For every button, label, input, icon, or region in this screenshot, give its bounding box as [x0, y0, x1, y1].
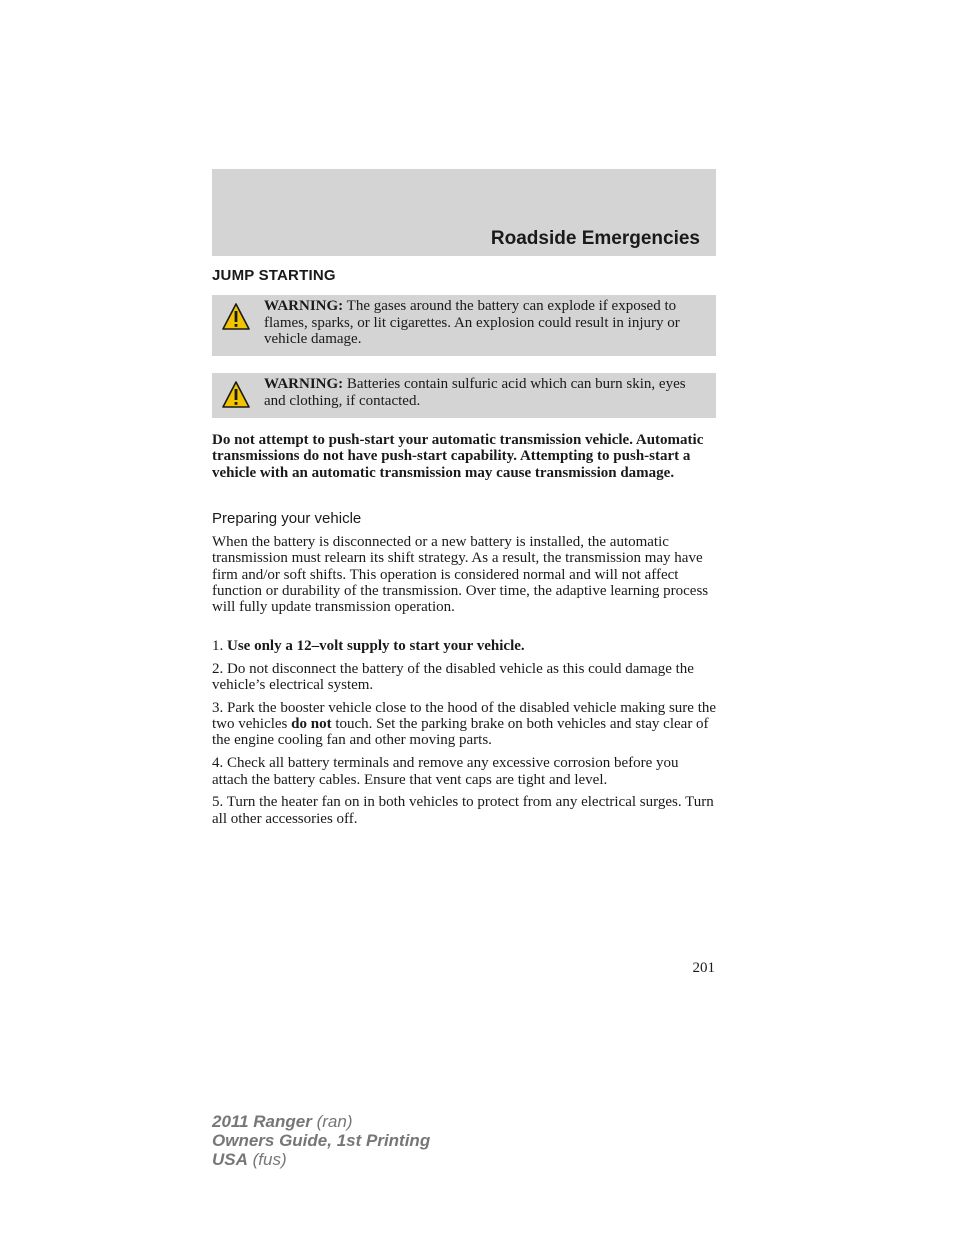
step-3-emphasis: do not [291, 716, 332, 733]
footer-market: USA [212, 1150, 248, 1169]
intro-paragraph: When the battery is disconnected or a new battery is installed, the automatic transmission must relearn its shift strategy. As a result, the transmission may have firm and/or soft shifts. This operation is considered normal and will not affect function or durability of the transmission. Over time, the adaptive learning process will fully update transmission operation. [212, 534, 709, 616]
step-5: 5. Turn the heater fan on in both vehicles to protect from any electrical surges. Turn all other accessories off. [212, 794, 714, 827]
step-3-text-post: touch. Set the parking brake on both vehicles and stay clear of the engine cooling fan and other moving parts. [212, 716, 709, 749]
warning-text: Batteries contain sulfuric acid which can burn skin, eyes and clothing, if contacted. [264, 376, 686, 409]
section-heading: JUMP STARTING [212, 267, 336, 284]
step-3 [212, 700, 718, 749]
step-2: 2. Do not disconnect the battery of the disabled vehicle as this could damage the vehicle’s electrical system. [212, 660, 694, 694]
warning-box-gases [212, 295, 716, 356]
chapter-title: Roadside Emergencies [490, 228, 700, 249]
step-1-number: 1. [212, 638, 224, 654]
steps-list [212, 638, 718, 833]
warning-text: The gases around the battery can explode if exposed to flames, sparks, or lit cigarettes. An explosion could result in injury or vehicle damage. [264, 298, 680, 347]
step-3-text-pre: 3. Park the booster vehicle close to the hood of the disabled vehicle making sure the two vehicles [212, 699, 717, 733]
warning-box-acid [212, 373, 716, 418]
warning-triangle-icon [222, 380, 250, 410]
chapter-header-band [212, 169, 716, 256]
footer-line-2: Owners Guide, 1st Printing [212, 1131, 431, 1150]
footer-line-1 [212, 1112, 430, 1131]
step-1 [212, 638, 718, 654]
warning-triangle-icon [222, 302, 250, 332]
push-start-notice: Do not attempt to push-start your automatic transmission vehicle. Automatic transmissions do not have push-start capability. Attempting to push-start a vehicle with an automatic transmission may cause transmission damage. [212, 432, 704, 481]
subsection-heading: Preparing your vehicle [212, 510, 362, 527]
footer-line-3 [212, 1150, 430, 1169]
page-number: 201 [692, 960, 715, 976]
warning-label: WARNING: [264, 298, 344, 314]
document-footer [212, 1112, 430, 1169]
step-4: 4. Check all battery terminals and remove any excessive corrosion before you attach the battery cables. Ensure that vent caps are tight and level. [212, 755, 679, 788]
footer-market-code: (fus) [252, 1150, 287, 1169]
footer-model: 2011 Ranger [212, 1112, 312, 1131]
step-1-text: Use only a 12–volt supply to start your vehicle. [227, 638, 525, 654]
warning-label: WARNING: [264, 376, 344, 392]
footer-model-code: (ran) [316, 1112, 353, 1131]
